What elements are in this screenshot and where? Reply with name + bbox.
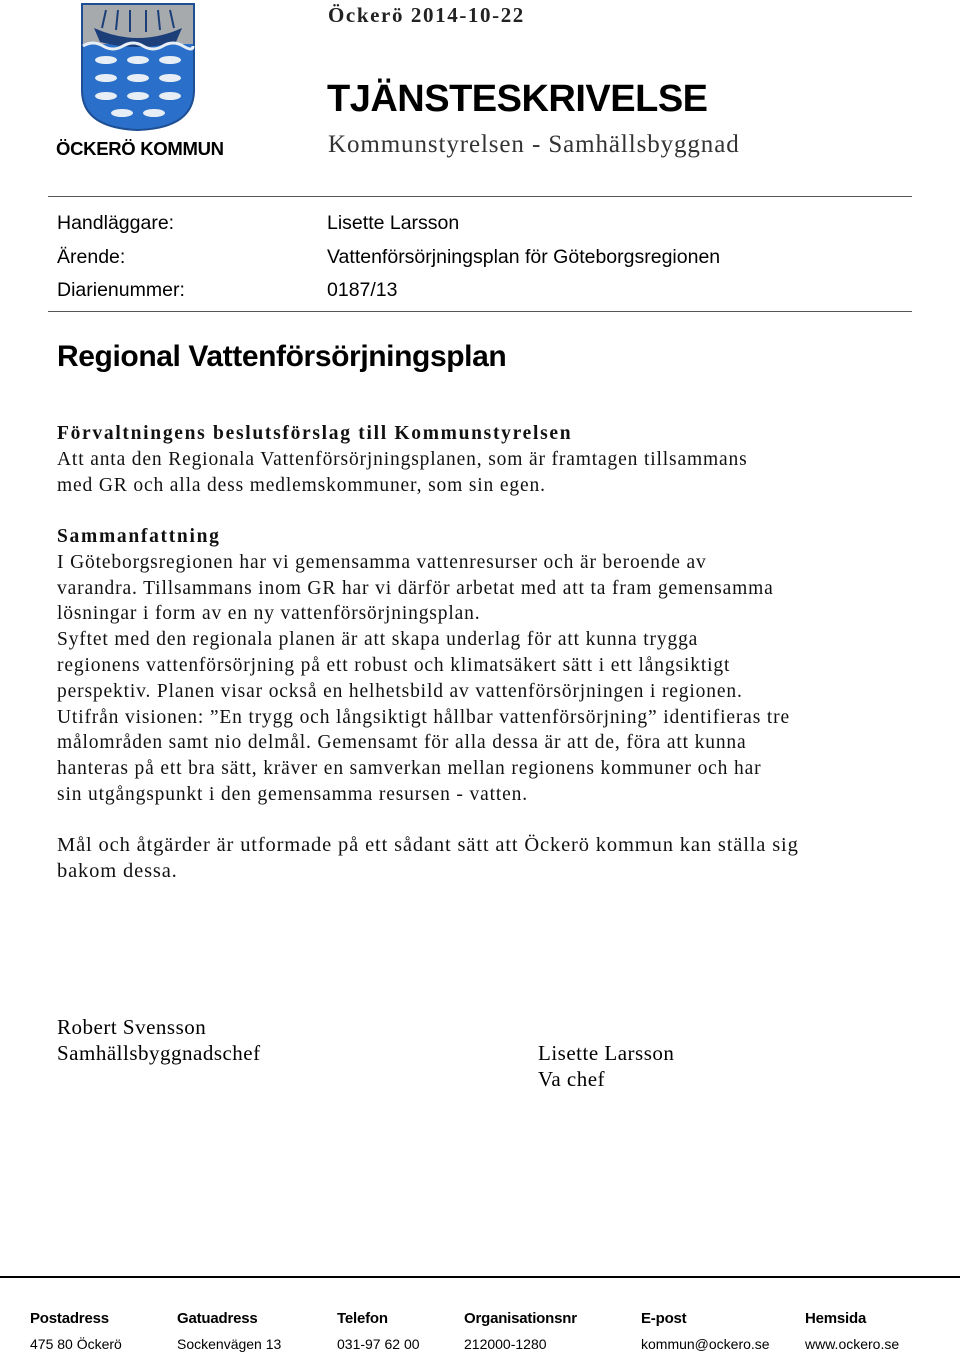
- footer-label: Postadress: [30, 1310, 109, 1327]
- summary-line: varandra. Tillsammans inom GR har vi därför arbetat med att ta fram gemensamma: [57, 577, 774, 599]
- footer-value: 031-97 62 00: [337, 1336, 420, 1352]
- footer-street-address: [177, 1310, 281, 1352]
- footer-postal-address: [30, 1310, 122, 1352]
- footer-value: 212000-1280: [464, 1336, 547, 1352]
- footer-label: Gatuadress: [177, 1310, 258, 1327]
- header-divider: [48, 196, 912, 197]
- footer-divider: [0, 1276, 960, 1278]
- logo-wordmark: ÖCKERÖ KOMMUN: [56, 138, 224, 159]
- proposal-heading: Förvaltningens beslutsförslag till Kommunstyrelsen: [57, 423, 573, 444]
- closing-line: bakom dessa.: [57, 859, 178, 882]
- footer-value: 475 80 Öckerö: [30, 1336, 122, 1352]
- metadata-divider: [48, 311, 912, 312]
- summary-line: hanteras på ett bra sätt, kräver en samverkan mellan regionens kommuner och har: [57, 758, 762, 780]
- closing-line: Mål och åtgärder är utformade på ett sådant sätt att Öckerö kommun kan ställa sig: [57, 834, 799, 856]
- signature-block: [57, 1014, 261, 1066]
- footer-phone: [337, 1310, 420, 1352]
- document-type-title: TJÄNSTESKRIVELSE: [327, 78, 708, 120]
- footer-value: Sockenvägen 13: [177, 1336, 282, 1352]
- meta-label: Ärende:: [57, 245, 126, 268]
- footer-label: E-post: [641, 1310, 687, 1327]
- summary-line: lösningar i form av en ny vattenförsörjningsplan.: [57, 603, 481, 625]
- meta-label: Handläggare:: [57, 212, 175, 234]
- municipality-logo: [54, 0, 226, 165]
- signatory-name: Robert Svensson: [57, 1015, 207, 1039]
- summary-line: regionens vattenförsörjning på ett robust och klimatsäkert sätt i ett långsiktigt: [57, 654, 731, 676]
- department-subtitle: Kommunstyrelsen - Samhällsbyggnad: [328, 131, 740, 158]
- footer-email-link[interactable]: kommun@ockero.se: [641, 1336, 770, 1352]
- meta-row-diary-number: [57, 274, 917, 308]
- document-date: Öckerö 2014-10-22: [328, 3, 525, 27]
- coat-of-arms-icon: [80, 2, 196, 132]
- signature-block: [538, 1040, 674, 1092]
- summary-heading: Sammanfattning: [57, 526, 221, 547]
- summary-line: målområden samt nio delmål. Gemensamt för alla dessa är att de, föra att kunna: [57, 732, 747, 754]
- meta-row-case: [57, 241, 917, 275]
- summary-line: sin utgångspunkt i den gemensamma resursen - vatten.: [57, 783, 528, 805]
- summary-line: Syftet med den regionala planen är att skapa underlag för att kunna trygga: [57, 629, 699, 651]
- case-metadata: [57, 207, 917, 308]
- summary-line: Utifrån visionen: ”En trygg och långsiktigt hållbar vattenförsörjning” identifieras tre: [57, 706, 790, 728]
- meta-value: 0187/13: [327, 279, 398, 301]
- footer-label: Organisationsnr: [464, 1310, 577, 1327]
- footer-label: Hemsida: [805, 1310, 867, 1327]
- proposal-line: med GR och alla dess medlemskommuner, som sin egen.: [57, 474, 546, 496]
- signatory-role: Va chef: [538, 1067, 606, 1091]
- footer-label: Telefon: [337, 1310, 388, 1327]
- proposal-section: [57, 421, 917, 498]
- footer-website-link[interactable]: www.ockero.se: [805, 1336, 900, 1352]
- footer-website: [805, 1310, 899, 1352]
- footer-email: [641, 1310, 770, 1352]
- summary-line: I Göteborgsregionen har vi gemensamma vattenresurser och är beroende av: [57, 551, 707, 573]
- signatory-name: Lisette Larsson: [538, 1041, 675, 1065]
- meta-row-handler: [57, 207, 917, 241]
- meta-label: Diarienummer:: [57, 279, 185, 301]
- signatory-role: Samhällsbyggnadschef: [57, 1041, 261, 1065]
- summary-line: perspektiv. Planen visar också en helhetsbild av vattenförsörjningen i regionen.: [57, 680, 743, 702]
- main-heading: Regional Vattenförsörjningsplan: [57, 340, 507, 373]
- meta-value: Vattenförsörjningsplan för Göteborgsregionen: [327, 245, 721, 268]
- meta-value: Lisette Larsson: [327, 212, 460, 234]
- closing-section: [57, 833, 917, 885]
- summary-section: [57, 524, 917, 808]
- footer-org-number: [464, 1310, 577, 1352]
- proposal-line: Att anta den Regionala Vattenförsörjningsplanen, som är framtagen tillsammans: [57, 448, 748, 470]
